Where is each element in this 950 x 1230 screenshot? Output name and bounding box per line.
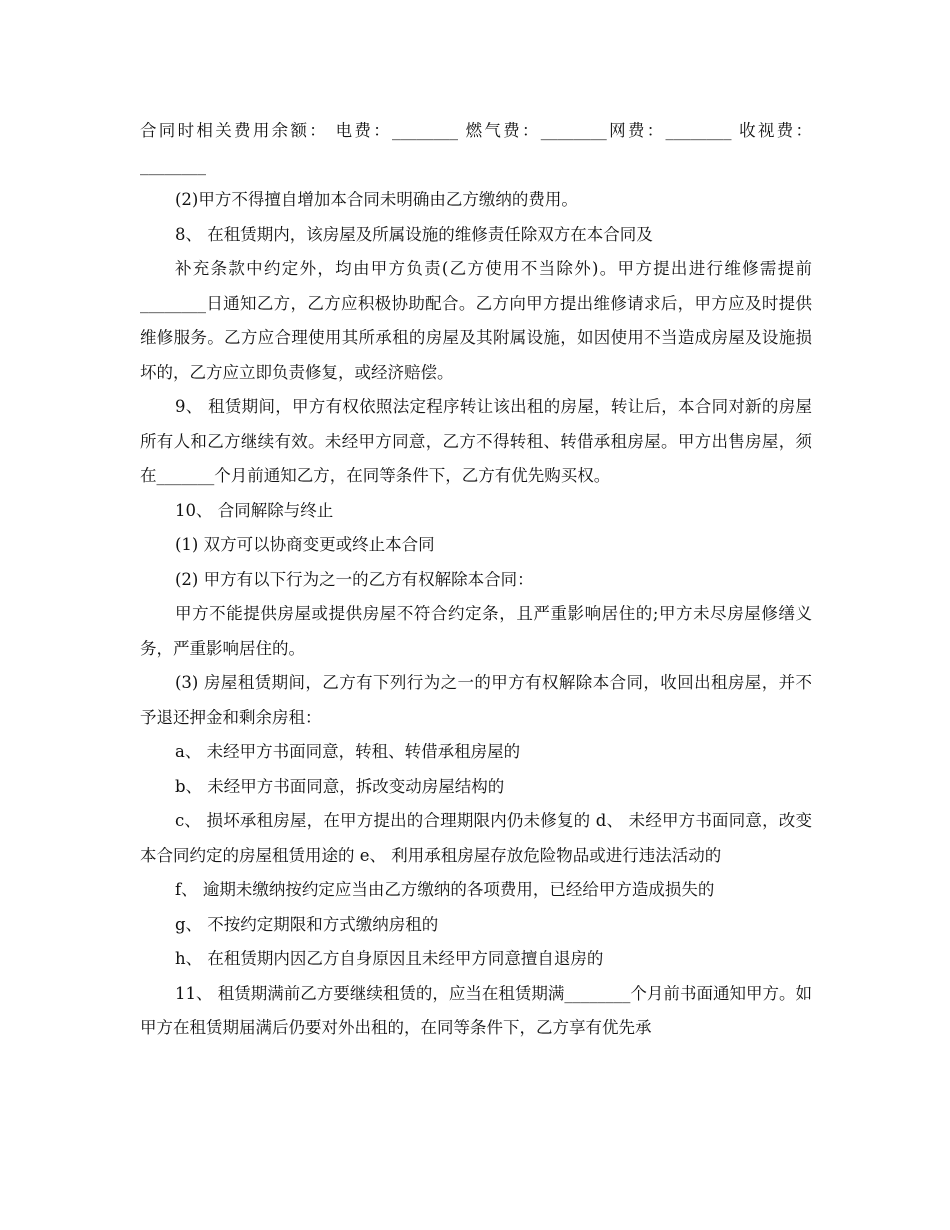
paragraph-clause-10-3: (3) 房屋租赁期间，乙方有下列行为之一的甲方有权解除本合同，收回出租房屋，并不予退还押金和剩余房租： <box>140 673 812 727</box>
paragraph-clause-8: 8、 在租赁期内，该房屋及所属设施的维修责任除双方在本合同及 <box>175 224 653 244</box>
paragraph-clause-10-2: (2) 甲方有以下行为之一的乙方有权解除本合同： <box>175 569 534 589</box>
paragraph-clause-10-heading: 10、 合同解除与终止 <box>175 500 334 520</box>
list-item-g: g、 不按约定期限和方式缴纳房租的 <box>175 914 439 934</box>
paragraph-clause-7-2: (2)甲方不得擅自增加本合同未明确由乙方缴纳的费用。 <box>175 190 578 209</box>
list-item-h: h、 在租赁期内因乙方自身原因且未经甲方同意擅自退房的 <box>175 949 604 968</box>
list-item-c-d-e: c、 损坏承租房屋，在甲方提出的合理期限内仍未修复的 d、 未经甲方书面同意，改变本合同约定的房屋租赁用途的 e、 利用承租房屋存放危险物品或进行违法活动的 <box>140 811 812 865</box>
paragraph-clause-9: 9、 租赁期间，甲方有权依照法定程序转让该出租的房屋，转让后，本合同对新的房屋所有人和乙方继续有效。未经甲方同意，乙方不得转租、转借承租房屋。甲方出售房屋，须在_______个月前通知乙方，在同等条件下，乙方有优先购买权。 <box>140 397 812 485</box>
paragraph-clause-8-continued: 补充条款中约定外，均由甲方负责(乙方使用不当除外)。甲方提出进行维修需提前________日通知乙方，乙方应积极协助配合。乙方向甲方提出维修请求后，甲方应及时提供维修服务。乙方应合理使用其所承租的房屋及其附属设施，如因使用不当造成房屋及设施损坏的，乙方应立即负责修复，或经济赔偿。 <box>140 259 812 382</box>
list-item-f: f、 逾期未缴纳按约定应当由乙方缴纳的各项费用，已经给甲方造成损失的 <box>175 880 715 899</box>
paragraph-fees-balance: 合同时相关费用余额： 电费：________ 燃气费：________网费：________ 收视费：________ <box>140 121 812 175</box>
paragraph-clause-10-2-detail: 甲方不能提供房屋或提供房屋不符合约定条，且严重影响居住的;甲方未尽房屋修缮义务，严重影响居住的。 <box>140 604 812 658</box>
paragraph-clause-11: 11、 租赁期满前乙方要继续租赁的，应当在租赁期满________个月前书面通知甲方。如甲方在租赁期届满后仍要对外出租的，在同等条件下，乙方享有优先承 <box>140 983 812 1037</box>
list-item-b: b、 未经甲方书面同意，拆改变动房屋结构的 <box>175 776 505 796</box>
paragraph-clause-10-1: (1) 双方可以协商变更或终止本合同 <box>175 535 435 554</box>
list-item-a: a、 未经甲方书面同意，转租、转借承租房屋的 <box>175 742 521 761</box>
